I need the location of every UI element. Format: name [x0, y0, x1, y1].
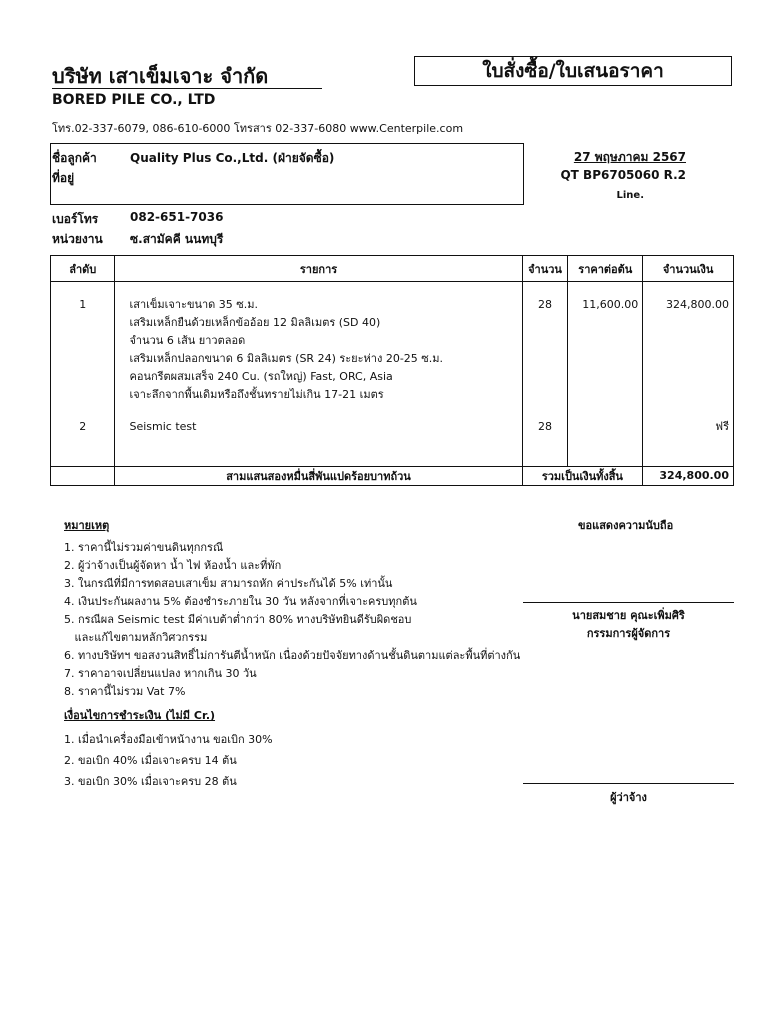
table-spacer — [51, 404, 734, 418]
notes-section — [64, 516, 520, 701]
signatory-title: กรรมการผู้จัดการ — [586, 627, 671, 640]
document-title — [414, 56, 732, 86]
notes-heading: หมายเหตุ — [64, 519, 110, 532]
signature-line-employer — [523, 783, 734, 784]
signature-closing: ขอแสดงความนับถือ — [578, 519, 674, 532]
item-unit-price: 11,600.00 — [568, 296, 643, 404]
items-table — [50, 255, 734, 486]
customer-phone-value: 082-651-7036 — [130, 210, 224, 224]
signature-line-company — [523, 602, 734, 603]
company-underline — [52, 88, 322, 89]
description-line: คอนกรีตผสมเสร็จ 240 Cu. (รถใหญ่) Fast, ORC, Asia — [129, 370, 393, 383]
description-line: เสริมเหล็กปลอกขนาด 6 มิลลิเมตร (SR 24) ระยะห่าง 20-25 ซ.ม. — [129, 352, 443, 365]
description-line: เสาเข็มเจาะขนาด 35 ซ.ม. — [129, 298, 259, 311]
payment-item: 1. เมื่อนำเครื่องมือเข้าหน้างาน ขอเบิก 30% — [64, 733, 273, 746]
note-item: 8. ราคานี้ไม่รวม Vat 7% — [64, 685, 186, 698]
note-item: 2. ผู้ว่าจ้างเป็นผู้จัดหา น้ำ ไฟ ห้องน้ำ และที่พัก — [64, 559, 282, 572]
header-description: รายการ — [115, 256, 522, 282]
table-spacer — [51, 282, 734, 297]
total-row — [51, 466, 734, 485]
company-name-thai: บริษัท เสาเข็มเจาะ จำกัด — [52, 64, 269, 88]
document-title-text: ใบสั่งซื้อ/ใบเสนอราคา — [482, 60, 664, 82]
note-item: 6. ทางบริษัทฯ ขอสงวนสิทธิ์ไม่การันตีน้ำหนัก เนื่องด้วยปัจจัยทางด้านชั้นดินตามแต่ละพื้นที่ต่างกัน — [64, 649, 521, 662]
payment-item: 2. ขอเบิก 40% เมื่อเจาะครบ 14 ต้น — [64, 754, 237, 767]
description-line: Seismic test — [129, 420, 197, 433]
header-qty: จำนวน — [522, 256, 568, 282]
quote-date: 27 พฤษภาคม 2567 — [573, 150, 686, 164]
note-item: 7. ราคาอาจเปลี่ยนแปลง หากเกิน 30 วัน — [64, 667, 257, 680]
item-qty: 28 — [522, 296, 568, 404]
total-amount: 324,800.00 — [643, 466, 734, 485]
item-description — [115, 296, 522, 404]
customer-unit-value: ซ.สามัคคี นนทบุรี — [130, 232, 224, 246]
item-no: 1 — [51, 296, 115, 404]
description-line: เสริมเหล็กยืนด้วยเหล็กข้ออ้อย 12 มิลลิเมตร (SD 40) — [129, 316, 381, 329]
customer-address-label: ที่อยู่ — [52, 171, 75, 185]
item-description — [115, 418, 522, 436]
total-text: สามแสนสองหมื่นสี่พันแปดร้อยบาทถ้วน — [115, 466, 522, 485]
company-contact: โทร.02-337-6079, 086-610-6000 โทรสาร 02-337-6080 www.Centerpile.com — [52, 122, 464, 135]
note-item: 1. ราคานี้ไม่รวมค่าขนดินทุกกรณี — [64, 541, 224, 554]
description-line: จำนวน 6 เส้น ยาวตลอด — [129, 334, 246, 347]
note-item: 4. เงินประกันผลงาน 5% ต้องชำระภายใน 30 วัน หลังจากที่เจาะครบทุกต้น — [64, 595, 417, 608]
header-amount: จำนวนเงิน — [643, 256, 734, 282]
description-line: เจาะลึกจากพื้นเดิมหรือถึงชั้นทรายไม่เกิน 17-21 เมตร — [129, 388, 384, 401]
item-amount: ฟรี — [643, 418, 734, 436]
item-qty: 28 — [522, 418, 568, 436]
note-item: 3. ในกรณีที่มีการทดสอบเสาเข็ม สามารถหัก ค่าประกันได้ 5% เท่านั้น — [64, 577, 393, 590]
header-unit-price: ราคาต่อต้น — [568, 256, 643, 282]
customer-name-value: Quality Plus Co.,Ltd. (ฝ่ายจัดซื้อ) — [130, 151, 335, 165]
table-header-row — [51, 256, 734, 282]
company-name-english: BORED PILE CO., LTD — [52, 92, 216, 108]
note-item: 5. กรณีผล Seismic test มีค่าเบต้าต่ำกว่า 80% ทางบริษัทยินดีรับผิดชอบ — [64, 613, 412, 626]
employer-label: ผู้ว่าจ้าง — [610, 791, 647, 804]
item-amount: 324,800.00 — [643, 296, 734, 404]
header-no: ลำดับ — [51, 256, 115, 282]
table-spacer — [51, 436, 734, 466]
item-no: 2 — [51, 418, 115, 436]
table-row — [51, 418, 734, 436]
item-unit-price — [568, 418, 643, 436]
customer-unit-label: หน่วยงาน — [52, 232, 103, 246]
customer-name-label: ชื่อลูกค้า — [52, 151, 97, 165]
line-label: Line. — [616, 190, 644, 201]
table-row — [51, 296, 734, 404]
quote-number: QT BP6705060 R.2 — [560, 168, 686, 182]
payment-heading: เงื่อนไขการชำระเงิน (ไม่มี Cr.) — [64, 709, 216, 722]
total-label: รวมเป็นเงินทั้งสิ้น — [522, 466, 643, 485]
total-blank — [51, 466, 115, 485]
payment-item: 3. ขอเบิก 30% เมื่อเจาะครบ 28 ต้น — [64, 775, 237, 788]
customer-phone-label: เบอร์โทร — [52, 212, 99, 226]
note-item: และแก้ไขตามหลักวิศวกรรม — [64, 631, 208, 644]
signatory-name: นายสมชาย คุณะเพิ่มศิริ — [572, 609, 685, 622]
payment-section — [64, 706, 273, 792]
